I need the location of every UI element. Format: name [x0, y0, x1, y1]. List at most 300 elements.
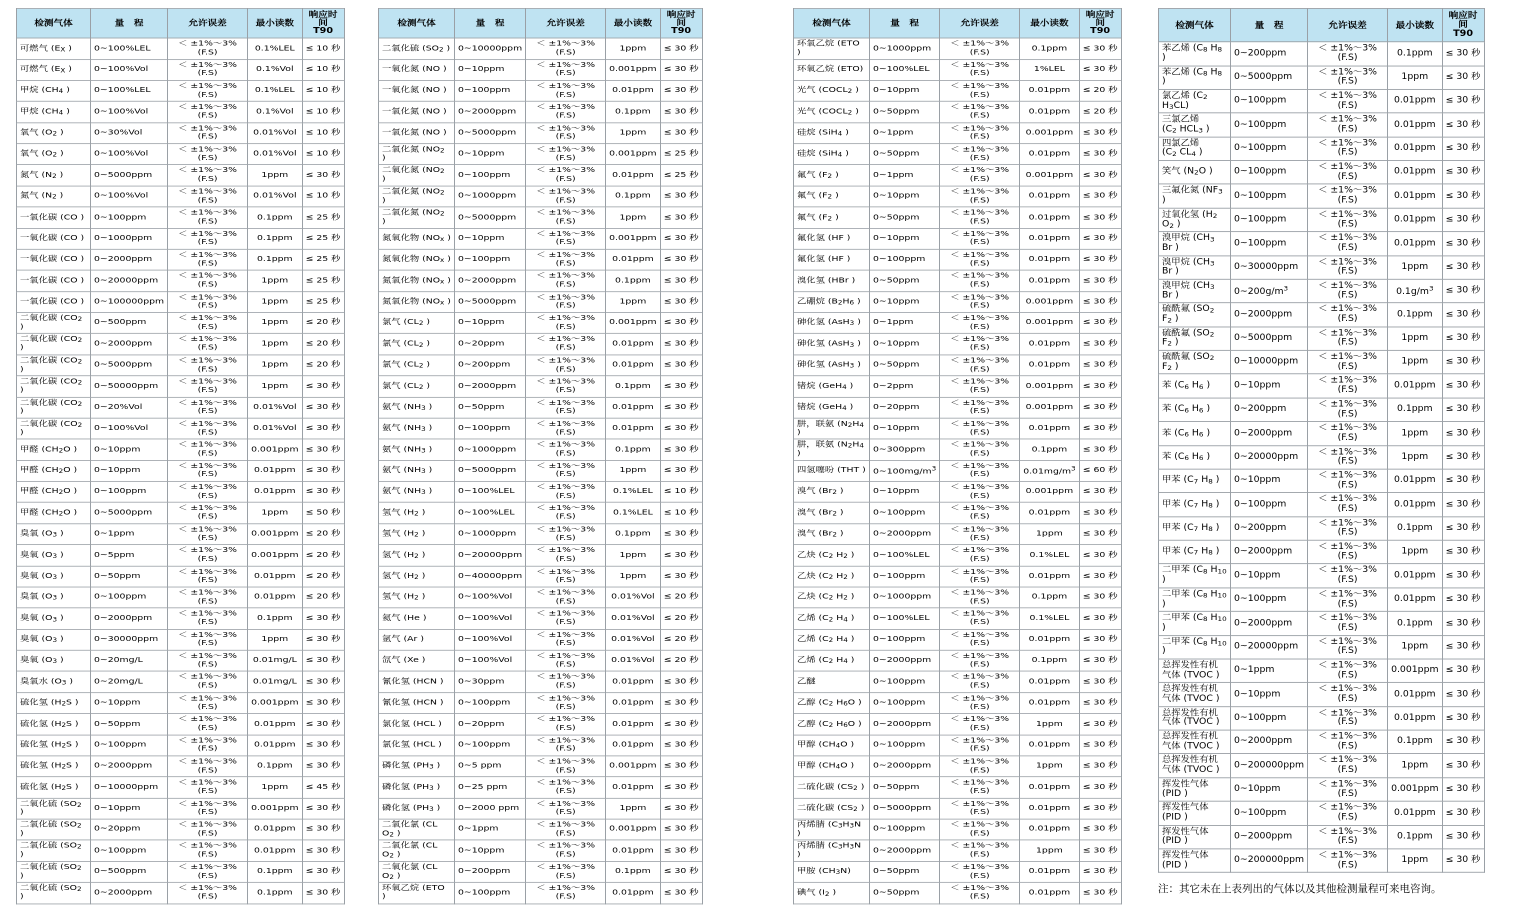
cell-range: 0~50ppm — [870, 777, 940, 798]
cell-min-reading: 0.01ppm — [1388, 89, 1442, 113]
table-row — [794, 249, 1122, 270]
table-body-4 — [1159, 42, 1485, 873]
table-row — [794, 671, 1122, 692]
cell-range: 0~500ppm — [91, 313, 168, 334]
cell-range: 0~1ppm — [870, 123, 940, 144]
cell-min-reading: 1ppm — [248, 376, 302, 397]
cell-min-reading: 1ppm — [1388, 849, 1442, 873]
table-row — [17, 503, 345, 524]
cell-response-time: ≤ 20 秒 — [660, 650, 702, 671]
cell-error: ＜ ±1%～3%(F.S) — [1308, 445, 1388, 469]
cell-gas: 一氧化碳 (CO ) — [17, 270, 91, 291]
cell-response-time: ≤ 30 秒 — [1442, 208, 1484, 232]
cell-error: ＜ ±1%～3%(F.S) — [526, 123, 606, 144]
col-header-min-reading: 最小读数 — [606, 8, 660, 38]
cell-min-reading: 0.001ppm — [248, 693, 302, 714]
table-row — [794, 38, 1122, 59]
cell-gas: 硫化氢 ($H_2S$ ) — [17, 777, 91, 798]
table-row — [17, 334, 345, 355]
cell-response-time: ≤ 30 秒 — [1079, 756, 1121, 777]
cell-range: 0~100%Vol — [91, 59, 168, 80]
cell-gas: 甲醇 ($CH_4O$ ) — [794, 756, 870, 777]
table-row — [17, 355, 345, 376]
cell-range: $0\sim 100mg/m^3$ — [870, 460, 940, 481]
cell-gas: 氟化氢 (HF ) — [794, 228, 870, 249]
cell-min-reading: 0.01ppm — [606, 693, 660, 714]
cell-response-time: ≤ 20 秒 — [1079, 101, 1121, 122]
cell-min-reading: 0.01ppm — [1020, 355, 1079, 376]
cell-range: 0~20ppm — [455, 714, 526, 735]
cell-min-reading: 0.001ppm — [248, 798, 302, 819]
table-row — [794, 80, 1122, 101]
cell-response-time: ≤ 30 秒 — [660, 693, 702, 714]
cell-min-reading: 0.01ppm — [1020, 819, 1079, 840]
table-row — [794, 545, 1122, 566]
cell-min-reading: 0.1ppm — [1388, 517, 1442, 541]
cell-gas: 环氧乙烷 (ETO) — [794, 59, 870, 80]
cell-response-time: ≤ 10 秒 — [302, 80, 344, 101]
table-row — [1159, 659, 1485, 683]
cell-gas: 甲苯 ($C_7$ $H_8$ ) — [1159, 517, 1231, 541]
cell-range: 0~5000ppm — [455, 460, 526, 481]
cell-min-reading: 0.01ppm — [606, 334, 660, 355]
table-row — [379, 840, 703, 861]
cell-response-time: ≤ 30 秒 — [660, 101, 702, 122]
cell-gas: 甲苯 ($C_7$ $H_8$ ) — [1159, 493, 1231, 517]
cell-min-reading: 1ppm — [248, 503, 302, 524]
cell-min-reading: 1ppm — [606, 798, 660, 819]
col-header-error: 允许误差 — [168, 8, 248, 38]
cell-response-time: ≤ 25 秒 — [302, 249, 344, 270]
cell-response-time: ≤ 30 秒 — [1442, 232, 1484, 256]
cell-range: 0~50ppm — [91, 714, 168, 735]
cell-range: 0~20mg/L — [91, 671, 168, 692]
cell-range: 0~1ppm — [91, 524, 168, 545]
cell-gas: 乙醚 — [794, 671, 870, 692]
cell-error: ＜ ±1%～3%(F.S) — [1308, 778, 1388, 802]
cell-response-time: ≤ 30 秒 — [1442, 42, 1484, 66]
table-row — [17, 397, 345, 418]
cell-error: ＜ ±1%～3%(F.S) — [940, 882, 1020, 903]
cell-response-time: ≤ 20 秒 — [660, 608, 702, 629]
cell-min-reading: 1ppm — [1388, 66, 1442, 90]
cell-range: 0~100ppm — [1231, 801, 1308, 825]
cell-gas: 甲醛 ($CH_2O$ ) — [17, 439, 91, 460]
cell-gas: 乙醇 ($C_2$ $H_6O$ ) — [794, 714, 870, 735]
cell-range: 0~10ppm — [91, 798, 168, 819]
cell-min-reading: 0.01ppm — [248, 819, 302, 840]
table-row — [379, 524, 703, 545]
cell-range: 0~5000ppm — [91, 355, 168, 376]
table-row — [379, 566, 703, 587]
cell-response-time: ≤ 30 秒 — [660, 291, 702, 312]
cell-min-reading: 0.1ppm — [606, 270, 660, 291]
cell-error: ＜ ±1%～3%(F.S) — [940, 228, 1020, 249]
cell-response-time: ≤ 30 秒 — [1442, 849, 1484, 873]
cell-min-reading: 1ppm — [1388, 445, 1442, 469]
cell-min-reading: 0.01ppm — [1020, 270, 1079, 291]
cell-response-time: ≤ 10 秒 — [302, 123, 344, 144]
cell-response-time: ≤ 30 秒 — [660, 840, 702, 861]
cell-range: 0~100ppm — [1231, 89, 1308, 113]
cell-error: ＜ ±1%～3%(F.S) — [168, 80, 248, 101]
table-row — [379, 334, 703, 355]
gas-spec-table-3-wrapper — [793, 8, 1122, 904]
cell-gas: 总挥发性有机 气体 (TVOC ) — [1159, 706, 1231, 730]
cell-gas: 二甲苯 ($C_8$ $H_{10}$ ) — [1159, 588, 1231, 612]
cell-min-reading: 0.1%Vol — [248, 101, 302, 122]
cell-error: ＜ ±1%～3%(F.S) — [168, 524, 248, 545]
table-row — [379, 629, 703, 650]
table-row — [17, 714, 345, 735]
cell-gas: 笑气 ($N_2O$ ) — [1159, 161, 1231, 185]
cell-error: ＜ ±1%～3%(F.S) — [168, 735, 248, 756]
table-row — [379, 481, 703, 502]
table-body-1 — [17, 38, 345, 903]
cell-response-time: ≤ 30 秒 — [1079, 861, 1121, 882]
cell-response-time: ≤ 30 秒 — [660, 861, 702, 882]
cell-min-reading: 0.01ppm — [1020, 503, 1079, 524]
cell-error: ＜ ±1%～3%(F.S) — [168, 503, 248, 524]
table-row — [794, 566, 1122, 587]
cell-error: ＜ ±1%～3%(F.S) — [1308, 161, 1388, 185]
cell-gas: 挥发性气体 (PID ) — [1159, 849, 1231, 873]
cell-gas: 乙炔 ($C_2$ $H_2$ ) — [794, 566, 870, 587]
cell-range: 0~2000ppm — [1231, 730, 1308, 754]
cell-error: ＜ ±1%～3%(F.S) — [526, 418, 606, 439]
cell-response-time: ≤ 30 秒 — [1079, 882, 1121, 903]
table-row — [379, 101, 703, 122]
cell-response-time: ≤ 30 秒 — [1442, 683, 1484, 707]
table-row — [379, 249, 703, 270]
table-row — [1159, 232, 1485, 256]
cell-gas: 二氧化硫 ($SO_2$ ) — [379, 38, 455, 59]
cell-response-time: ≤ 30 秒 — [1442, 493, 1484, 517]
col-header-error: 允许误差 — [940, 8, 1020, 38]
cell-error: ＜ ±1%～3%(F.S) — [526, 735, 606, 756]
cell-gas: 光气 ($COCL_2$ ) — [794, 80, 870, 101]
table-row — [379, 228, 703, 249]
table-row — [379, 439, 703, 460]
cell-error: ＜ ±1%～3%(F.S) — [526, 460, 606, 481]
cell-response-time: ≤ 30 秒 — [660, 270, 702, 291]
cell-error: ＜ ±1%～3%(F.S) — [168, 144, 248, 165]
table-row — [794, 376, 1122, 397]
cell-min-reading: 0.01ppm — [1020, 249, 1079, 270]
cell-response-time: ≤ 30 秒 — [1079, 313, 1121, 334]
cell-gas: 二氧化碳 ($CO_2$ ) — [17, 334, 91, 355]
cell-response-time: ≤ 25 秒 — [302, 270, 344, 291]
table-row — [17, 693, 345, 714]
cell-gas: 砷化氢 (AsH$_3$ ) — [794, 355, 870, 376]
cell-error: ＜ ±1%～3%(F.S) — [168, 756, 248, 777]
cell-gas: 氯化氢 (HCL ) — [379, 735, 455, 756]
cell-min-reading: 0.01ppm — [606, 249, 660, 270]
cell-gas: 甲醛 ($CH_2O$ ) — [17, 460, 91, 481]
cell-error: ＜ ±1%～3%(F.S) — [940, 101, 1020, 122]
table-row — [379, 819, 703, 840]
table-row — [379, 650, 703, 671]
cell-range: 0~10ppm — [870, 228, 940, 249]
cell-response-time: ≤ 30 秒 — [1442, 754, 1484, 778]
cell-error: ＜ ±1%～3%(F.S) — [1308, 113, 1388, 137]
cell-range: 0~100%LEL — [91, 80, 168, 101]
cell-error: ＜ ±1%～3%(F.S) — [1308, 801, 1388, 825]
cell-response-time: ≤ 30 秒 — [660, 249, 702, 270]
cell-response-time: ≤ 30 秒 — [660, 207, 702, 228]
table-row — [379, 861, 703, 882]
cell-response-time: ≤ 20 秒 — [302, 334, 344, 355]
gas-spec-table-4 — [1158, 8, 1485, 873]
table-row — [379, 165, 703, 186]
cell-response-time: ≤ 30 秒 — [1442, 327, 1484, 351]
cell-error: ＜ ±1%～3%(F.S) — [940, 355, 1020, 376]
cell-range: 0~2000ppm — [91, 249, 168, 270]
table-row — [1159, 137, 1485, 161]
cell-response-time: ≤ 30 秒 — [660, 671, 702, 692]
cell-min-reading: 0.01ppm — [606, 355, 660, 376]
cell-error: ＜ ±1%～3%(F.S) — [168, 270, 248, 291]
cell-error: ＜ ±1%～3%(F.S) — [526, 693, 606, 714]
cell-response-time: ≤ 30 秒 — [302, 861, 344, 882]
cell-min-reading: 0.01mg/L — [248, 671, 302, 692]
cell-gas: 肼，联氨 ($N_2H_4$ ) — [794, 418, 870, 439]
table-row — [1159, 706, 1485, 730]
col-header-range: 量 程 — [1231, 8, 1308, 41]
cell-error: ＜ ±1%～3%(F.S) — [526, 671, 606, 692]
table-row — [17, 629, 345, 650]
cell-min-reading: 1ppm — [1020, 714, 1079, 735]
cell-error: ＜ ±1%～3%(F.S) — [168, 460, 248, 481]
cell-range: 0~2000ppm — [455, 101, 526, 122]
cell-error: ＜ ±1%～3%(F.S) — [168, 418, 248, 439]
cell-min-reading: 0.01ppm — [1020, 798, 1079, 819]
cell-gas: 溴甲烷 ($CH_3$ Br ) — [1159, 256, 1231, 280]
cell-range: 0~100%Vol — [91, 186, 168, 207]
cell-min-reading: 0.1%LEL — [248, 80, 302, 101]
cell-range: 0~100ppm — [1231, 232, 1308, 256]
cell-min-reading: 0.001ppm — [1388, 778, 1442, 802]
cell-range: 0~10ppm — [870, 481, 940, 502]
cell-error: ＜ ±1%～3%(F.S) — [940, 376, 1020, 397]
cell-response-time: ≤ 10 秒 — [302, 186, 344, 207]
table-row — [1159, 398, 1485, 422]
cell-response-time: ≤ 10 秒 — [302, 101, 344, 122]
table-row — [794, 228, 1122, 249]
footnote: 注：其它未在上表列出的气体以及其他检测量程可来电咨询。 — [1158, 883, 1442, 895]
cell-min-reading: 0.01ppm — [1020, 80, 1079, 101]
table-row — [379, 608, 703, 629]
cell-range: 0~100ppm — [870, 693, 940, 714]
cell-gas: 氨气 ($NH_3$ ) — [379, 460, 455, 481]
cell-response-time: ≤ 10 秒 — [302, 144, 344, 165]
cell-gas: 臭氧水 ($O_3$ ) — [17, 671, 91, 692]
cell-gas: 氮氧化物 ($NO_x$ ) — [379, 291, 455, 312]
cell-error: ＜ ±1%～3%(F.S) — [168, 355, 248, 376]
cell-range: 0~2000ppm — [455, 270, 526, 291]
cell-range: 0~300ppm — [870, 439, 940, 460]
cell-gas: 二甲苯 ($C_8$ $H_{10}$ ) — [1159, 564, 1231, 588]
cell-range: 0~10ppm — [91, 460, 168, 481]
cell-gas: 氧气 ($O_2$ ) — [17, 123, 91, 144]
table-row — [17, 228, 345, 249]
cell-min-reading: 0.1ppm — [1020, 650, 1079, 671]
cell-response-time: ≤ 30 秒 — [1079, 650, 1121, 671]
cell-error: ＜ ±1%～3%(F.S) — [168, 376, 248, 397]
cell-gas: 乙硼烷 ($B_2H_6$ ) — [794, 291, 870, 312]
cell-response-time: ≤ 30 秒 — [660, 376, 702, 397]
cell-range: 0~100000ppm — [91, 291, 168, 312]
table-row — [1159, 778, 1485, 802]
cell-range: 0~10ppm — [1231, 374, 1308, 398]
cell-error: ＜ ±1%～3%(F.S) — [1308, 184, 1388, 208]
table-row — [17, 80, 345, 101]
cell-response-time: ≤ 30 秒 — [1079, 587, 1121, 608]
cell-min-reading: 0.1%LEL — [606, 503, 660, 524]
cell-error: ＜ ±1%～3%(F.S) — [168, 566, 248, 587]
cell-range: 0~10ppm — [1231, 683, 1308, 707]
cell-response-time: ≤ 30 秒 — [1079, 714, 1121, 735]
cell-error: ＜ ±1%～3%(F.S) — [1308, 256, 1388, 280]
table-row — [379, 418, 703, 439]
table-row — [379, 313, 703, 334]
cell-range: 0~1ppm — [1231, 659, 1308, 683]
col-header-min-reading: 最小读数 — [1020, 8, 1079, 38]
cell-range: 0~50ppm — [870, 355, 940, 376]
cell-error: ＜ ±1%～3%(F.S) — [940, 165, 1020, 186]
table-row — [1159, 801, 1485, 825]
cell-response-time: ≤ 30 秒 — [302, 798, 344, 819]
cell-error: ＜ ±1%～3%(F.S) — [1308, 422, 1388, 446]
table-row — [1159, 754, 1485, 778]
cell-gas: 氮氧化物 ($NO_x$ ) — [379, 270, 455, 291]
cell-response-time: ≤ 30 秒 — [1079, 566, 1121, 587]
cell-response-time: ≤ 30 秒 — [1079, 186, 1121, 207]
cell-error: ＜ ±1%～3%(F.S) — [1308, 469, 1388, 493]
cell-response-time: ≤ 25 秒 — [302, 291, 344, 312]
cell-range: 0~10000ppm — [1231, 350, 1308, 374]
cell-min-reading: 0.001ppm — [606, 313, 660, 334]
cell-gas: 硅烷 (SiH$_4$ ) — [794, 144, 870, 165]
cell-range: 0~2ppm — [870, 376, 940, 397]
cell-error: ＜ ±1%～3%(F.S) — [168, 334, 248, 355]
cell-gas: 一氧化氮 (NO ) — [379, 59, 455, 80]
cell-min-reading: 0.01%Vol — [606, 650, 660, 671]
cell-error: ＜ ±1%～3%(F.S) — [168, 249, 248, 270]
table-header-row — [1159, 8, 1485, 41]
cell-response-time: ≤ 30 秒 — [1079, 38, 1121, 59]
cell-range: 0~5000ppm — [1231, 327, 1308, 351]
cell-gas: 二氧化硫 ($SO_2$ ) — [17, 840, 91, 861]
cell-response-time: ≤ 20 秒 — [302, 524, 344, 545]
cell-range: 0~100ppm — [91, 840, 168, 861]
cell-response-time: ≤ 30 秒 — [1442, 659, 1484, 683]
table-body-2 — [379, 38, 703, 903]
cell-response-time: ≤ 30 秒 — [1079, 503, 1121, 524]
cell-range: 0~20ppm — [870, 397, 940, 418]
table-row — [1159, 611, 1485, 635]
cell-range: 0~100%LEL — [870, 59, 940, 80]
cell-response-time: ≤ 30 秒 — [1079, 608, 1121, 629]
cell-range: 0~10ppm — [870, 186, 940, 207]
cell-min-reading: 0.1ppm — [1388, 730, 1442, 754]
table-row — [1159, 208, 1485, 232]
cell-range: 0~1000ppm — [455, 524, 526, 545]
cell-range: 0~1ppm — [455, 819, 526, 840]
cell-response-time: ≤ 50 秒 — [302, 503, 344, 524]
cell-min-reading: 1ppm — [1388, 327, 1442, 351]
cell-range: 0~20ppm — [91, 819, 168, 840]
cell-min-reading: 1ppm — [248, 291, 302, 312]
cell-response-time: ≤ 30 秒 — [660, 59, 702, 80]
table-row — [379, 714, 703, 735]
cell-range: 0~5000ppm — [455, 123, 526, 144]
cell-min-reading: 0.01ppm — [1388, 469, 1442, 493]
cell-gas: 乙烯 ($C_2$ $H_4$ ) — [794, 650, 870, 671]
cell-min-reading: 0.01ppm — [606, 714, 660, 735]
cell-min-reading: 1ppm — [1020, 756, 1079, 777]
cell-gas: 氟气 ($F_2$ ) — [794, 186, 870, 207]
cell-gas: 氩气 (Ar ) — [379, 629, 455, 650]
cell-response-time: ≤ 30 秒 — [660, 439, 702, 460]
cell-gas: 甲苯 ($C_7$ $H_8$ ) — [1159, 540, 1231, 564]
cell-gas: 溴甲烷 ($CH_3$ Br ) — [1159, 232, 1231, 256]
cell-response-time: ≤ 25 秒 — [660, 144, 702, 165]
cell-error: ＜ ±1%～3%(F.S) — [526, 777, 606, 798]
cell-error: ＜ ±1%～3%(F.S) — [526, 291, 606, 312]
table-row — [379, 756, 703, 777]
cell-response-time: ≤ 45 秒 — [302, 777, 344, 798]
cell-min-reading: 0.1ppm — [1020, 38, 1079, 59]
table-row — [17, 59, 345, 80]
cell-range: 0~5 ppm — [455, 756, 526, 777]
col-header-range: 量 程 — [91, 8, 168, 38]
cell-range: 0~20%Vol — [91, 397, 168, 418]
cell-error: ＜ ±1%～3%(F.S) — [526, 861, 606, 882]
cell-range: 0~100%LEL — [455, 503, 526, 524]
cell-gas: 苯 ($C_6$ $H_6$ ) — [1159, 422, 1231, 446]
cell-response-time: ≤ 30 秒 — [1442, 350, 1484, 374]
cell-response-time: ≤ 30 秒 — [1442, 89, 1484, 113]
cell-gas: 溴化氢 (HBr ) — [794, 270, 870, 291]
table-row — [379, 587, 703, 608]
cell-gas: 肼，联氨 ($N_2H_4$ ) — [794, 439, 870, 460]
cell-gas: 二氧化碳 ($CO_2$ ) — [17, 397, 91, 418]
table-row — [794, 503, 1122, 524]
table-row — [794, 270, 1122, 291]
cell-gas: 氢气 ($H_2$ ) — [379, 566, 455, 587]
cell-range: 0~100ppm — [1231, 113, 1308, 137]
cell-min-reading: 0.01%Vol — [606, 587, 660, 608]
cell-min-reading: 0.001ppm — [1020, 165, 1079, 186]
cell-range: 0~10ppm — [455, 59, 526, 80]
cell-min-reading: 0.01ppm — [1388, 184, 1442, 208]
cell-gas: 环氧乙烷 (ETO ) — [794, 38, 870, 59]
cell-range: 0~100ppm — [1231, 208, 1308, 232]
col-header-range: 量 程 — [870, 8, 940, 38]
cell-response-time: ≤ 30 秒 — [302, 650, 344, 671]
cell-min-reading: 0.1ppm — [248, 228, 302, 249]
cell-error: ＜ ±1%～3%(F.S) — [940, 798, 1020, 819]
cell-gas: 甲醇 ($CH_4O$ ) — [794, 735, 870, 756]
cell-response-time: ≤ 30 秒 — [1079, 629, 1121, 650]
cell-response-time: ≤ 30 秒 — [1442, 303, 1484, 327]
cell-response-time: ≤ 20 秒 — [1079, 80, 1121, 101]
cell-error: ＜ ±1%～3%(F.S) — [1308, 635, 1388, 659]
table-row — [794, 798, 1122, 819]
cell-gas: 二氧化氮 ($NO_2$ ) — [379, 186, 455, 207]
cell-error: ＜ ±1%～3%(F.S) — [940, 460, 1020, 481]
